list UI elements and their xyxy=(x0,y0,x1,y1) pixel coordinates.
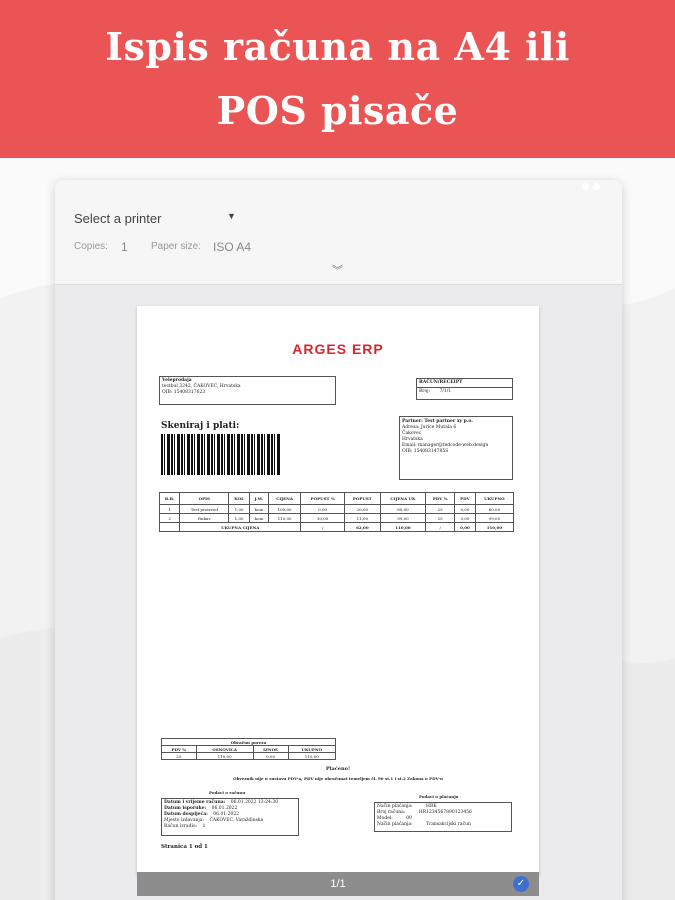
vat-note: Obveznik nije u sustavu PDV-a, PDV nije obračunat temeljem čl. 90 st.1 i st.2 Zakona o PDV-u xyxy=(233,776,443,781)
print-options-panel xyxy=(55,180,622,285)
table-cell: Test proizvod xyxy=(180,505,229,514)
table-row xyxy=(162,753,336,760)
vat-title: Obračun poreza xyxy=(162,739,336,746)
table-cell: 25 xyxy=(426,514,455,523)
invoice-data-value: 06.01.2022 xyxy=(211,806,238,811)
payment-barcode xyxy=(161,434,280,475)
col-header: POPUST % xyxy=(301,493,345,505)
invoice-data-title: Podaci o računu xyxy=(209,790,246,795)
col-header: OPIS xyxy=(180,493,229,505)
table-cell: 110,00 xyxy=(475,523,513,532)
table-cell: 99,00 xyxy=(380,514,426,523)
invoice-data-label: Račun izradio: xyxy=(164,824,198,829)
receipt-number-label: Broj: xyxy=(419,389,431,394)
partner-line: Čakovec xyxy=(402,431,422,436)
col-header: KOL xyxy=(229,493,250,505)
table-cell: 80,00 xyxy=(380,505,426,514)
table-cell: 110,00 xyxy=(269,514,301,523)
tablet-frame xyxy=(55,180,622,900)
receipt-number-value: 7/1/1 xyxy=(439,389,452,394)
banner-title-line2: POS pisače xyxy=(216,88,459,133)
printer-select-dropdown[interactable]: Select a printer xyxy=(74,211,162,226)
col-header: POPUST xyxy=(345,493,381,505)
table-cell: 25 xyxy=(426,505,455,514)
table-cell: 0,00 xyxy=(455,514,476,523)
promo-banner xyxy=(0,0,675,158)
caret-down-icon[interactable]: ▼ xyxy=(227,211,236,221)
table-cell: 10,00 xyxy=(301,514,345,523)
table-cell: 0,00 xyxy=(455,505,476,514)
partner-title: Partner: Test partner xy p.o. xyxy=(402,419,473,424)
invoice-data-value: ČAKOVEC, Varaždinska xyxy=(209,818,264,823)
partner-line: Email: manager@tedcode-web.design xyxy=(402,443,489,448)
payment-data-label: Broj računa: xyxy=(377,810,406,815)
page-footer: Stranica 1 od 1 xyxy=(161,844,208,850)
payment-data-row xyxy=(377,822,509,828)
page-selected-check-icon[interactable]: ✓ xyxy=(513,876,529,892)
payment-data-label: Model: xyxy=(377,816,393,821)
table-cell: 1,00 xyxy=(229,514,250,523)
partner-line: Hrvatska xyxy=(402,437,423,442)
invoice-data-value: 06.01.2022 13:24:30 xyxy=(230,800,279,805)
table-row xyxy=(160,514,514,523)
payment-data-value: 00 xyxy=(406,816,412,821)
table-cell: 110,00 xyxy=(196,753,253,760)
status-bar-icons xyxy=(582,183,600,190)
receipt-box xyxy=(416,378,513,400)
invoice-data-label: Datum dospijeća: xyxy=(164,812,208,817)
invoice-data-row xyxy=(164,824,296,830)
seller-box xyxy=(159,376,336,405)
items-table xyxy=(159,492,514,532)
table-cell: 1 xyxy=(160,505,180,514)
table-cell: / xyxy=(426,523,455,532)
table-cell: 0,00 xyxy=(301,505,345,514)
scan-and-pay-label: Skeniraj i plati: xyxy=(161,421,240,431)
table-cell: 2 xyxy=(160,514,180,523)
table-row xyxy=(160,505,514,514)
paper-size-label: Paper size: xyxy=(151,241,202,252)
invoice-data-value: 1 xyxy=(202,824,206,829)
total-label: UKUPNA CIJENA xyxy=(180,523,301,532)
receipt-number-row xyxy=(417,388,512,396)
table-cell: 110,00 xyxy=(380,523,426,532)
invoice-data-value: 06.01.2022 xyxy=(213,812,240,817)
col-header: OSNOVICA xyxy=(196,746,253,753)
table-cell: 25 xyxy=(162,753,197,760)
col-header: R.B. xyxy=(160,493,180,505)
page-count: 1/1 xyxy=(330,878,346,890)
vat-table xyxy=(161,738,336,760)
banner-title-line1: Ispis računa na A4 ili xyxy=(105,24,570,69)
print-preview-page xyxy=(137,306,539,876)
partner-line: Adresa: Jurice Mutala 6 xyxy=(402,425,457,430)
col-header: UKUPNO xyxy=(475,493,513,505)
items-header-row xyxy=(160,493,514,505)
table-cell: 62,00 xyxy=(345,523,381,532)
table-cell: kom xyxy=(249,514,268,523)
copies-label: Copies: xyxy=(74,241,108,252)
col-header: PDV % xyxy=(162,746,197,753)
col-header: UKUPNO xyxy=(288,746,335,753)
table-cell: 0,00 xyxy=(455,523,476,532)
invoice-data-label: Mjesto izdavanja: xyxy=(164,818,205,823)
col-header: CIJENA UK xyxy=(380,493,426,505)
payment-data-label: Način plaćanja: xyxy=(377,822,413,827)
seller-address: testbul 3242, ČAKOVEC, Hrvatska xyxy=(162,384,241,389)
paper-size-value[interactable]: ISO A4 xyxy=(213,240,252,254)
table-cell: 20,00 xyxy=(345,505,381,514)
paid-label: Plaćeno! xyxy=(325,766,351,772)
copies-value[interactable]: 1 xyxy=(121,240,128,254)
seller-oib: OIB: 15408317623 xyxy=(162,390,206,395)
payment-data-title: Podaci o plaćanju xyxy=(419,794,459,799)
payment-data-label: Način plaćanja: xyxy=(377,804,413,809)
invoice-data-label: Datum i vrijeme računa: xyxy=(164,800,226,805)
receipt-title xyxy=(417,379,512,388)
table-cell: 100,00 xyxy=(269,505,301,514)
table-cell xyxy=(160,523,180,532)
vat-header-row xyxy=(162,746,336,753)
invoice-data-label: Datum isporuke: xyxy=(164,806,207,811)
col-header: PDV % xyxy=(426,493,455,505)
payment-data-value: HR1234567890123456 xyxy=(418,810,472,815)
col-header: CIJENA xyxy=(269,493,301,505)
table-cell: kom xyxy=(249,505,268,514)
table-cell: 0,00 xyxy=(253,753,288,760)
col-header: IZNOS xyxy=(253,746,288,753)
page-indicator-bar xyxy=(137,872,539,896)
invoice-data-box xyxy=(161,798,299,836)
payment-data-box xyxy=(374,802,512,832)
partner-line: OIB: 15408314785S xyxy=(402,449,449,454)
document-title: ARGES ERP xyxy=(292,341,384,357)
items-total-row xyxy=(160,523,514,532)
col-header: J.M. xyxy=(249,493,268,505)
battery-icon xyxy=(593,183,600,190)
signal-icon xyxy=(582,183,589,190)
table-cell: / xyxy=(301,523,345,532)
receipt-title-text: RAČUN/RECEIPT xyxy=(419,380,463,385)
table-cell: Rukav xyxy=(180,514,229,523)
seller-title: Veleprodaja xyxy=(162,378,192,383)
payment-data-value: HRK xyxy=(426,804,437,809)
table-cell: 1,00 xyxy=(229,505,250,514)
table-cell: 99,00 xyxy=(475,514,513,523)
table-cell: 110,00 xyxy=(288,753,335,760)
partner-box xyxy=(399,416,513,480)
table-cell: 11,00 xyxy=(345,514,381,523)
table-cell: 80,00 xyxy=(475,505,513,514)
col-header: PDV xyxy=(455,493,476,505)
expand-options-chevron-icon[interactable]: ︾ xyxy=(332,265,343,277)
payment-data-value: Transakcijski račun xyxy=(426,822,471,827)
